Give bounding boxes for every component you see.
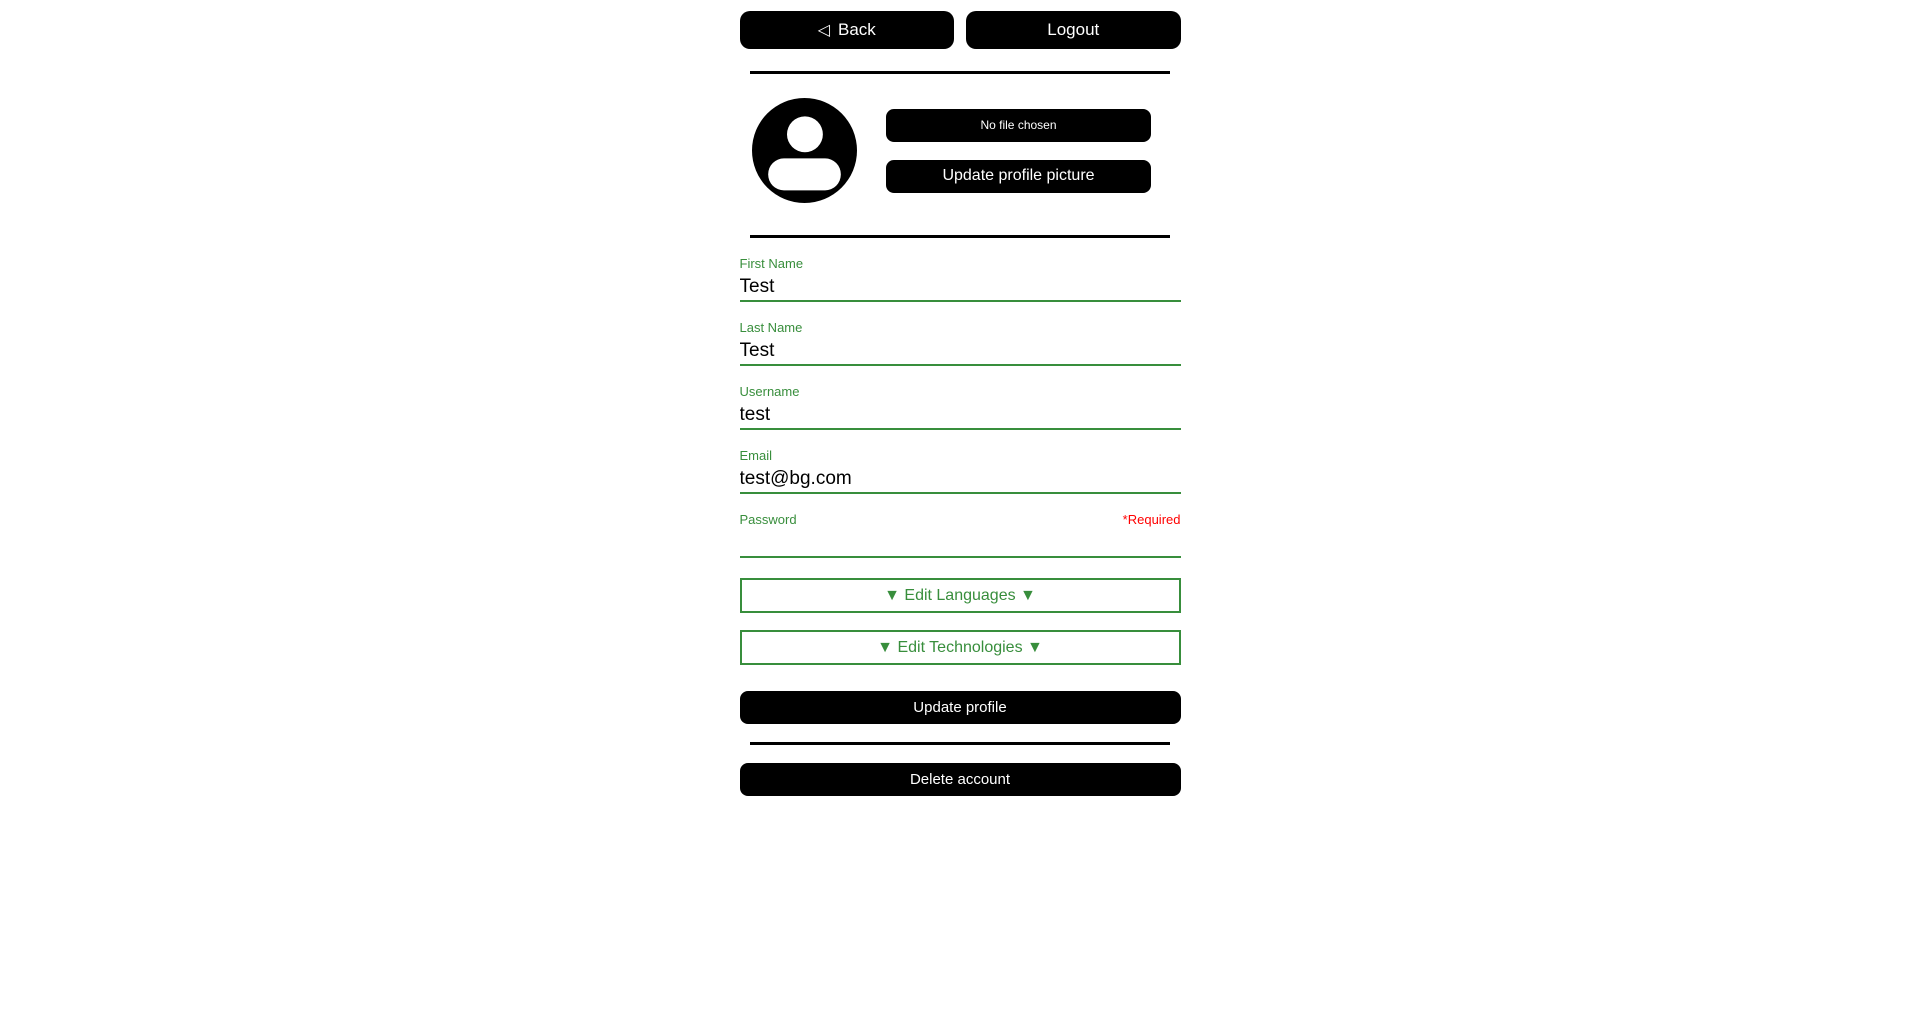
- email-field: [740, 430, 1181, 494]
- username-label: Username: [739, 384, 800, 399]
- picture-buttons: [857, 109, 1181, 193]
- email-label: Email: [739, 448, 773, 463]
- top-bar: [740, 11, 1181, 49]
- avatar-person-icon: [752, 98, 857, 203]
- first-name-input[interactable]: [740, 276, 1181, 300]
- back-button-label: Back: [838, 20, 876, 39]
- edit-languages-button[interactable]: [740, 578, 1181, 613]
- first-name-field: [740, 238, 1181, 302]
- back-button[interactable]: [740, 11, 955, 49]
- divider-top: [750, 71, 1170, 74]
- profile-form: [740, 238, 1181, 558]
- password-field: [740, 494, 1181, 558]
- divider-before-delete: [750, 742, 1170, 745]
- last-name-field: [740, 302, 1181, 366]
- back-arrow-icon: ◁: [817, 22, 830, 39]
- choose-file-button[interactable]: [886, 109, 1151, 142]
- profile-picture-section: [740, 98, 1181, 203]
- edit-technologies-label: ▼ Edit Technologies ▼: [877, 638, 1043, 656]
- first-name-label: First Name: [739, 256, 804, 271]
- password-input[interactable]: [740, 532, 1181, 556]
- edit-languages-label: ▼ Edit Languages ▼: [884, 586, 1036, 604]
- choose-file-label: No file chosen: [980, 118, 1057, 132]
- delete-account-label: Delete account: [909, 771, 1011, 788]
- last-name-input[interactable]: [740, 340, 1181, 364]
- username-field: [740, 366, 1181, 430]
- username-input[interactable]: [740, 404, 1181, 428]
- email-input[interactable]: [740, 468, 1181, 492]
- logout-button-label: Logout: [1047, 20, 1100, 39]
- delete-account-button[interactable]: [740, 763, 1181, 796]
- password-label: Password: [739, 512, 797, 527]
- profile-page: [740, 11, 1181, 796]
- update-picture-label: Update profile picture: [942, 167, 1095, 184]
- password-required-note: *Required: [1122, 512, 1181, 527]
- update-picture-button[interactable]: [886, 160, 1151, 193]
- logout-button[interactable]: [966, 11, 1181, 49]
- last-name-label: Last Name: [739, 320, 803, 335]
- edit-technologies-button[interactable]: [740, 630, 1181, 665]
- update-profile-label: Update profile: [913, 699, 1007, 716]
- update-profile-button[interactable]: [740, 691, 1181, 724]
